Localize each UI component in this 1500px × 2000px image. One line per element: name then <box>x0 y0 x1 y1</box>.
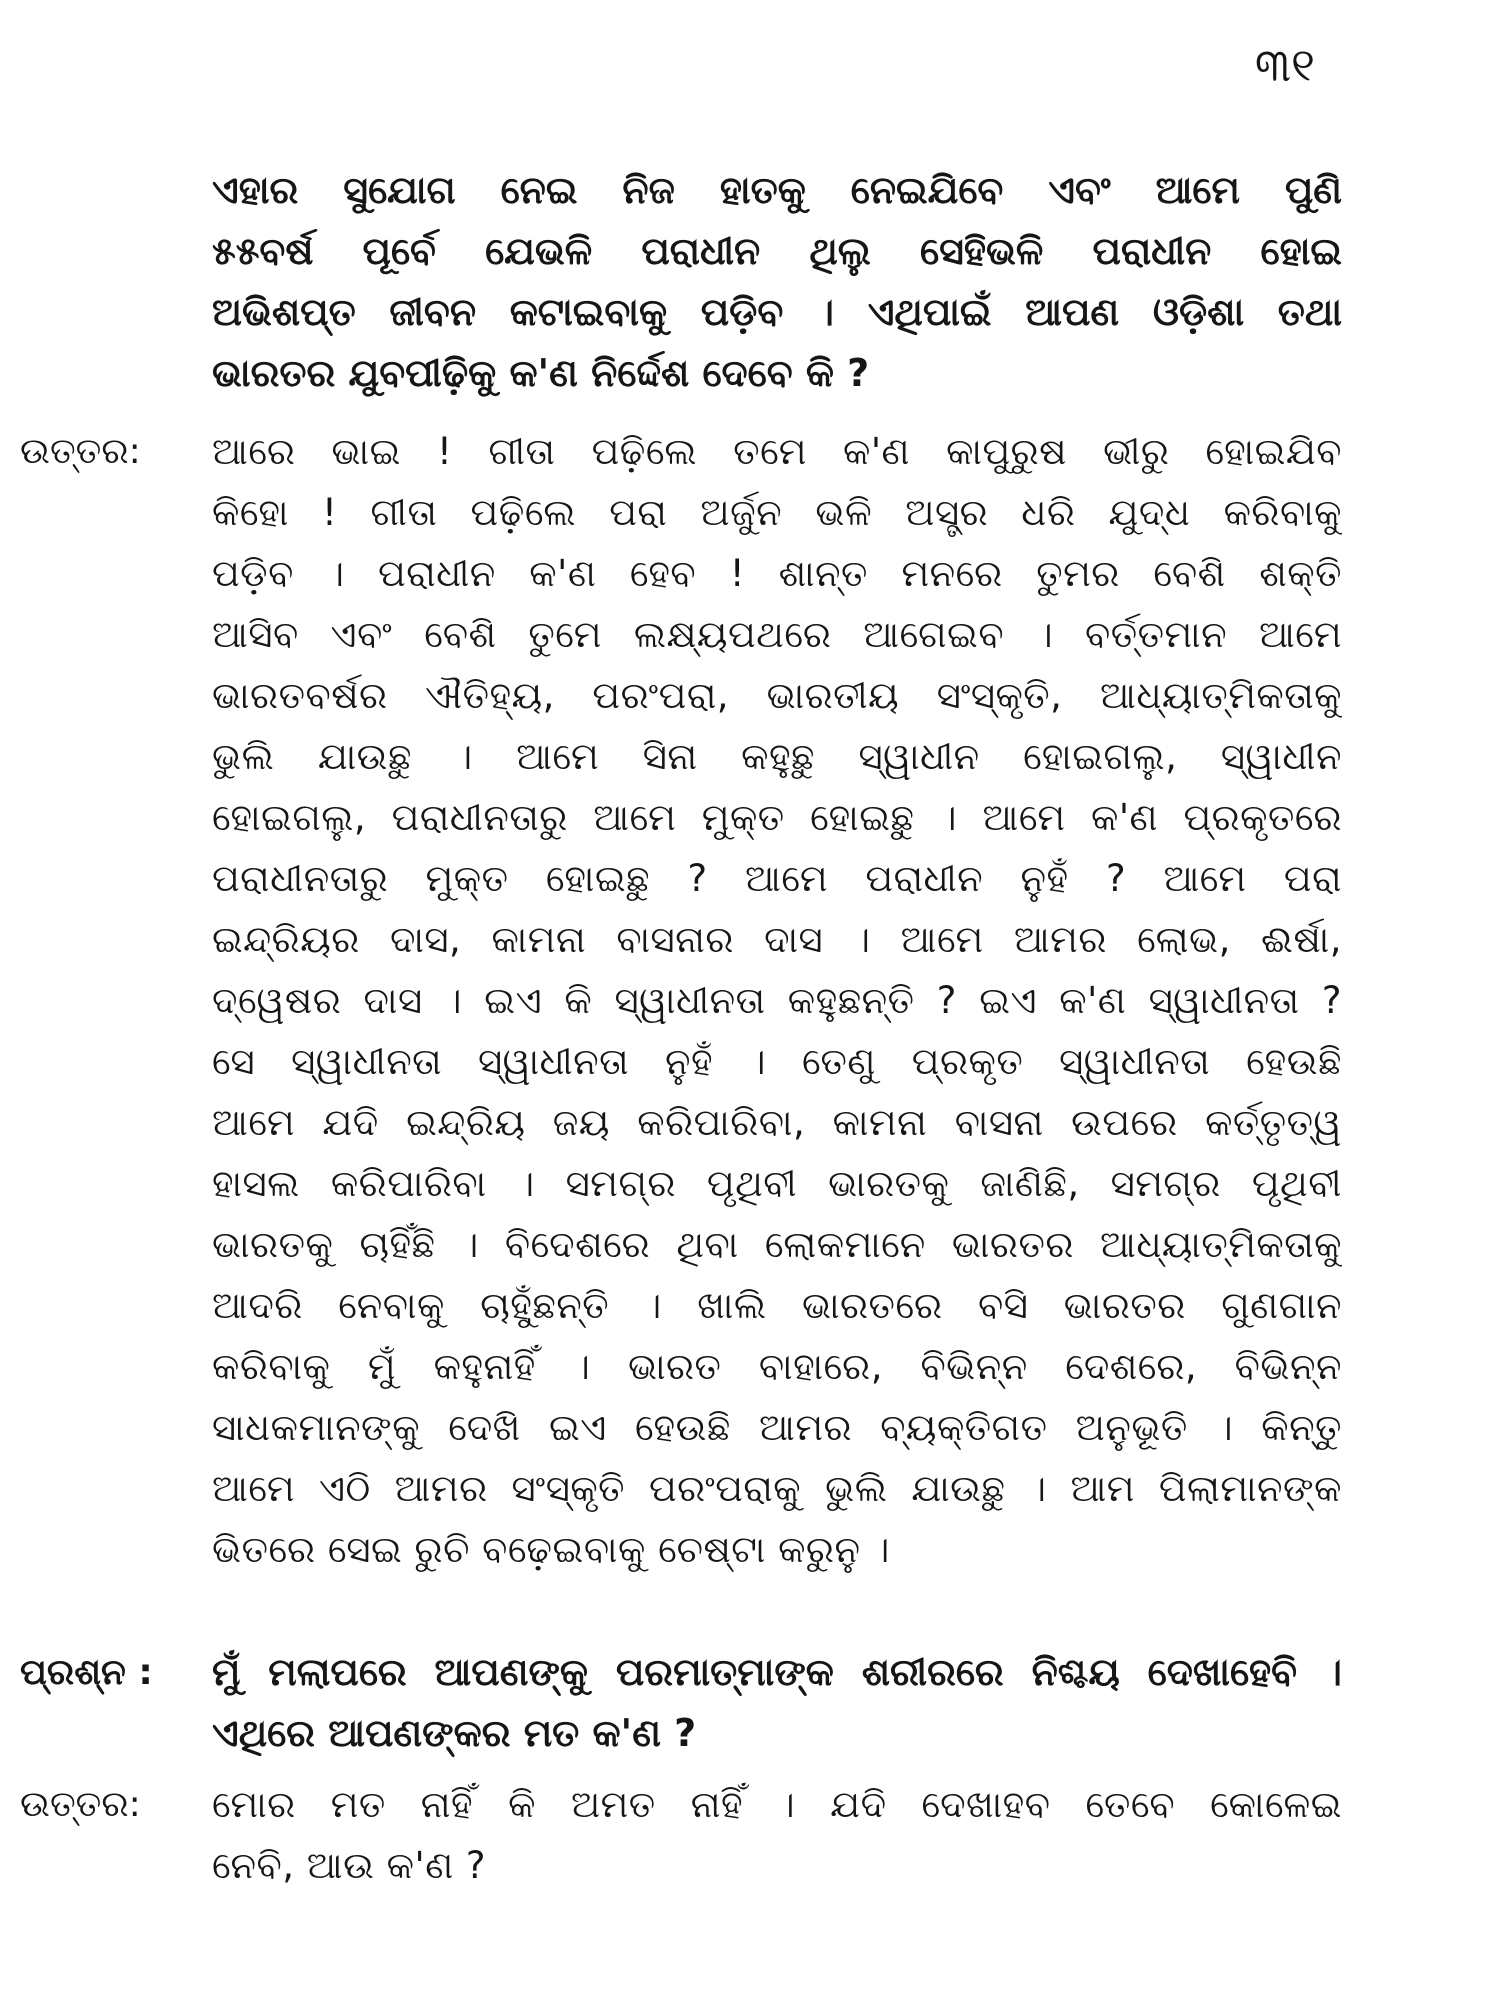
answer-text <box>212 421 1342 1580</box>
text-line: ମୁଁ ମଲାପରେ ଆପଣଙ୍କୁ ପରମାତ୍ମାଙ୍କ ଶରୀରରେ ନିଶ୍ଚୟ ଦେଖାହେବି । <box>212 1650 1342 1694</box>
text-line: ଭାରତବର୍ଷର ଐତିହ୍ୟ, ପରଂପରା, ଭାରତୀୟ ସଂସ୍କୃତି, ଆଧ୍ୟାତ୍ମିକତାକୁ <box>212 674 1342 717</box>
text-line: ଦ୍ୱେଷର ଦାସ । ଇଏ କି ସ୍ୱାଧୀନତା କହୁଛନ୍ତି ? ଇଏ କ'ଣ ସ୍ୱାଧୀନତା ? <box>212 979 1342 1022</box>
text-line: କିହୋ ! ଗୀତା ପଢ଼ିଲେ ପରା ଅର୍ଜୁନ ଭଳି ଅସ୍ତ୍ର ଧରି ଯୁଦ୍ଧ କରିବାକୁ <box>212 491 1342 534</box>
text-line: ଇନ୍ଦ୍ରିୟର ଦାସ, କାମନା ବାସନାର ଦାସ । ଆମେ ଆମର ଲୋଭ, ଈର୍ଷା, <box>212 918 1342 961</box>
text-line: ପରାଧୀନତାରୁ ମୁକ୍ତ ହୋଇଛୁ ? ଆମେ ପରାଧୀନ ନୁହଁ ? ଆମେ ପରା <box>212 857 1342 900</box>
question-label: ପ୍ରଶ୍ନ : <box>20 1652 153 1693</box>
text-line: ପଡ଼ିବ । ପରାଧୀନ କ'ଣ ହେବ ! ଶାନ୍ତ ମନରେ ତୁମର ବେଶି ଶକ୍ତି <box>212 552 1342 595</box>
text-line: ନେବି, ଆଉ କ'ଣ ? <box>212 1844 487 1887</box>
text-line: ଆଦରି ନେବାକୁ ଚାହୁଁଛନ୍ତି । ଖାଲି ଭାରତରେ ବସି ଭାରତର ଗୁଣଗାନ <box>212 1284 1342 1327</box>
text-line: ଭିତରେ ସେଇ ରୁଚି ବଢ଼େଇବାକୁ ଚେଷ୍ଟା କରୁନୁ । <box>212 1528 890 1571</box>
text-line: ଆମେ ଯଦି ଇନ୍ଦ୍ରିୟ ଜୟ କରିପାରିବା, କାମନା ବାସନା ଉପରେ କର୍ତ୍ତୃତ୍ୱ <box>212 1101 1342 1144</box>
text-line: ଭାରତକୁ ଚାହିଁଛି । ବିଦେଶରେ ଥିବା ଲୋକମାନେ ଭାରତର ଆଧ୍ୟାତ୍ମିକତାକୁ <box>212 1223 1342 1266</box>
text-line: ଏଥିରେ ଆପଣଙ୍କର ମତ କ'ଣ ? <box>212 1711 697 1755</box>
answer-text <box>212 1774 1342 1896</box>
text-line: ହୋଇଗଲୁ, ପରାଧୀନତାରୁ ଆମେ ମୁକ୍ତ ହୋଇଛୁ । ଆମେ କ'ଣ ପ୍ରକୃତରେ <box>212 796 1342 839</box>
text-line: କରିବାକୁ ମୁଁ କହୁନାହିଁ । ଭାରତ ବାହାରେ, ବିଭିନ୍ନ ଦେଶରେ, ବିଭିନ୍ନ <box>212 1345 1342 1388</box>
page-number: ୩୧ <box>1254 38 1315 92</box>
answer-label: ଉତ୍ତର: <box>20 1784 141 1825</box>
text-line: ହାସଲ କରିପାରିବା । ସମଗ୍ର ପୃଥିବୀ ଭାରତକୁ ଜାଣିଛି, ସମଗ୍ର ପୃଥିବୀ <box>212 1162 1342 1205</box>
question-text <box>212 160 1342 404</box>
text-line: ଭୁଲି ଯାଉଛୁ । ଆମେ ସିନା କହୁଛୁ ସ୍ୱାଧୀନ ହୋଇଗଲୁ, ସ୍ୱାଧୀନ <box>212 735 1342 778</box>
text-line: ଆସିବ ଏବଂ ବେଶି ତୁମେ ଲକ୍ଷ୍ୟପଥରେ ଆଗେଇବ । ବର୍ତ୍ତମାନ ଆମେ <box>212 613 1342 656</box>
text-line: ଭାରତର ଯୁବପୀଢ଼ିକୁ କ'ଣ ନିର୍ଦ୍ଦେଶ ଦେବେ କି ? <box>212 351 870 395</box>
text-line: ସାଧକମାନଙ୍କୁ ଦେଖି ଇଏ ହେଉଛି ଆମର ବ୍ୟକ୍ତିଗତ ଅନୁଭୂତି । କିନ୍ତୁ <box>212 1406 1342 1449</box>
text-line: ୫୫ବର୍ଷ ପୂର୍ବେ ଯେଭଳି ପରାଧୀନ ଥିଲୁ ସେହିଭଳି ପରାଧୀନ ହୋଇ <box>212 229 1342 273</box>
text-line: ଆରେ ଭାଇ ! ଗୀତା ପଢ଼ିଲେ ତମେ କ'ଣ କାପୁରୁଷ ଭୀରୁ ହୋଇଯିବ <box>212 430 1342 473</box>
text-line: ଅଭିଶପ୍ତ ଜୀବନ କଟାଇବାକୁ ପଡ଼ିବ । ଏଥିପାଇଁ ଆପଣ ଓଡ଼ିଶା ତଥା <box>212 290 1342 334</box>
text-line: ମୋର ମତ ନାହିଁ କି ଅମତ ନାହିଁ । ଯଦି ଦେଖାହବ ତେବେ କୋଳେଇ <box>212 1783 1342 1826</box>
text-line: ଆମେ ଏଠି ଆମର ସଂସ୍କୃତି ପରଂପରାକୁ ଭୁଲି ଯାଉଛୁ । ଆମ ପିଲାମାନଙ୍କ <box>212 1467 1342 1510</box>
question-text <box>212 1642 1342 1764</box>
text-line: ଏହାର ସୁଯୋଗ ନେଇ ନିଜ ହାତକୁ ନେଇଯିବେ ଏବଂ ଆମେ ପୁଣି <box>212 168 1342 212</box>
text-line: ସେ ସ୍ୱାଧୀନତା ସ୍ୱାଧୀନତା ନୁହଁ । ତେଣୁ ପ୍ରକୃତ ସ୍ୱାଧୀନତା ହେଉଛି <box>212 1040 1342 1083</box>
answer-label: ଉତ୍ତର: <box>20 431 141 472</box>
